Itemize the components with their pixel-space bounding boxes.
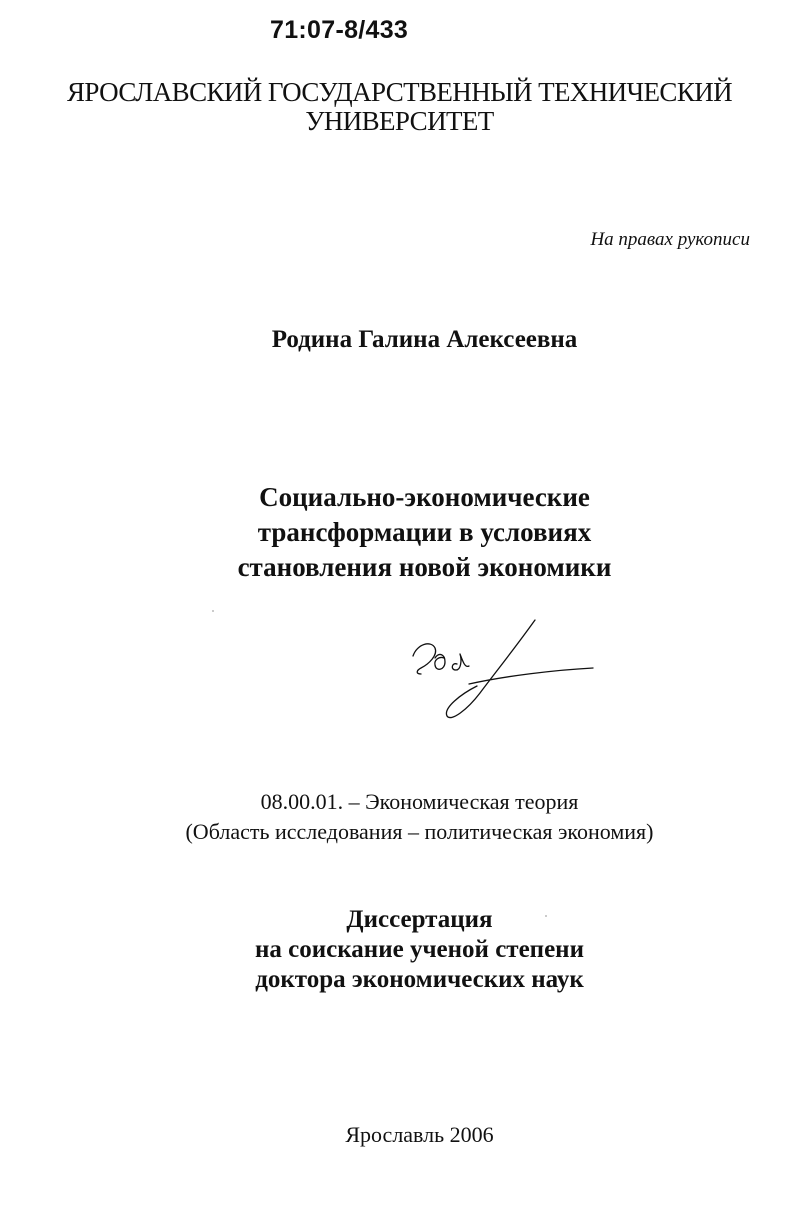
degree-line1: Диссертация xyxy=(346,906,493,933)
place-and-year: Ярославль 2006 xyxy=(345,1122,494,1147)
scan-speck xyxy=(545,915,547,917)
title-line3: становления новой экономики xyxy=(237,552,612,582)
university-name xyxy=(0,78,799,136)
signature-stroke-underline xyxy=(469,668,593,684)
handwritten-signature xyxy=(405,618,605,728)
title-line1: Социально-экономические xyxy=(259,482,590,512)
degree-line2: на соискание ученой степени xyxy=(255,936,584,963)
specialty-area: (Область исследования – политическая экономия) xyxy=(185,819,654,844)
specialty-block xyxy=(0,787,799,847)
catalog-number: 71:07-8/433 xyxy=(270,16,409,44)
title-line2: трансформации в условиях xyxy=(257,517,592,547)
author-name: Родина Галина Алексеевна xyxy=(271,326,578,353)
degree-block xyxy=(0,905,799,995)
rights-note: На правах рукописи xyxy=(590,229,750,250)
university-name-line1: ЯРОСЛАВСКИЙ ГОСУДАРСТВЕННЫЙ ТЕХНИЧЕСКИЙ xyxy=(66,77,733,107)
dissertation-title xyxy=(0,480,799,585)
signature-stroke-initial xyxy=(413,644,436,674)
degree-line3: доктора экономических наук xyxy=(255,966,584,993)
signature-stroke-loop xyxy=(435,655,445,670)
signature-stroke-tail xyxy=(446,620,535,718)
university-name-line2: УНИВЕРСИТЕТ xyxy=(305,106,494,136)
signature-stroke-d xyxy=(452,654,469,670)
scan-speck xyxy=(212,610,214,612)
specialty-code: 08.00.01. – Экономическая теория xyxy=(260,789,579,814)
